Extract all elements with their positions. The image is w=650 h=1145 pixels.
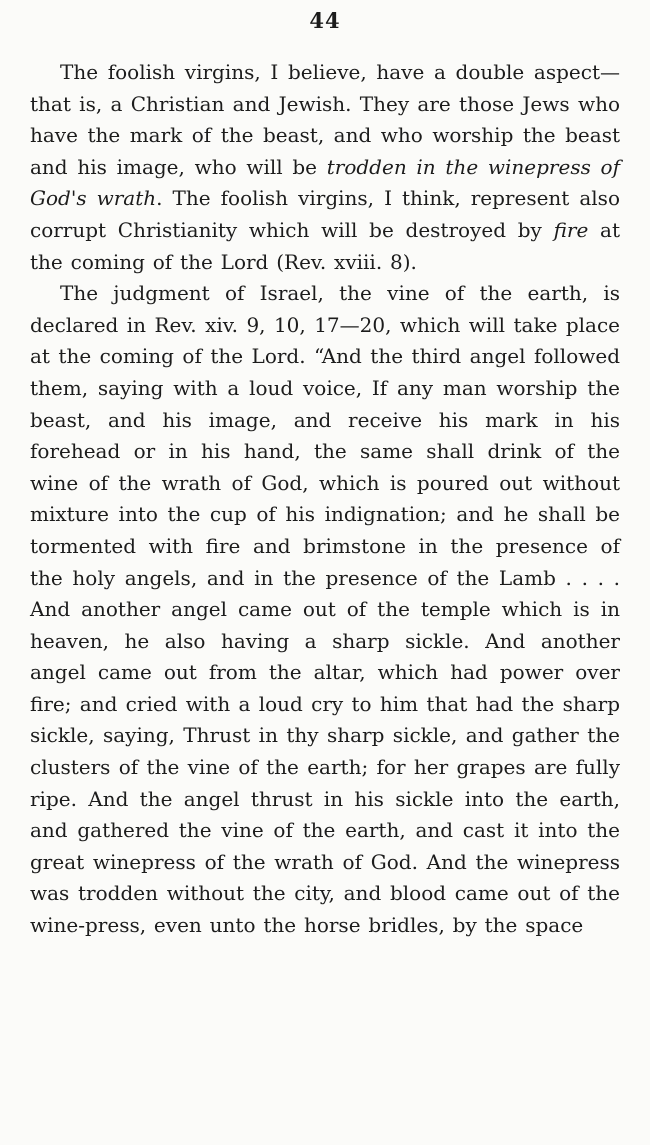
page-body-text — [30, 57, 620, 942]
page-number: 44 — [309, 8, 341, 33]
paragraph-1-italic-winepress-phrase: trodden in the winepress of God's wrath — [30, 154, 621, 211]
paragraph-judgment-of-israel — [30, 278, 620, 941]
paragraph-1-italic-fire: fire — [553, 217, 589, 242]
paragraph-1-text-middle: . The foolish virgins, I think, represent also corrupt Christianity which will be destroyed by — [30, 186, 620, 242]
paragraph-1-text-end: at the coming of the Lord (Rev. xviii. 8). — [30, 217, 620, 274]
paragraph-foolish-virgins — [30, 57, 620, 278]
paragraph-2-text: The judgment of Israel, the vine of the earth, is declared in Rev. xiv. 9, 10, 17—20, which will take place at the coming of the Lord. “And the third angel followed them, saying with a loud voice, If any man worship the beast, and his image, and receive his mark in his forehead or in his hand, the same shall drink of the wine of the wrath of God, which is poured out without mixture into the cup of his indignation; and he shall be tormented with fire and brimstone in the presence of the holy angels, and in the presence of the Lamb . . . . And another angel came out of the temple which is in heaven, he also having a sharp sickle. And another angel came out from the altar, which had power over fire; and cried with a loud cry to him that had the sharp sickle, saying, Thrust in thy sharp sickle, and gather the clusters of the vine of the earth; for her grapes are fully ripe. And the angel thrust in his sickle into the earth, and gathered the vine of the earth, and cast it into the great winepress of the wrath of God. And the winepress was trodden without the city, and blood came out of the wine-press, even unto the horse bridles, by the space — [30, 281, 620, 938]
paragraph-1-text-start: The foolish virgins, I believe, have a double aspect—that is, a Christian and Jewish. They are those Jews who have the mark of the beast, and who worship the beast and his image, who will be — [30, 60, 620, 179]
